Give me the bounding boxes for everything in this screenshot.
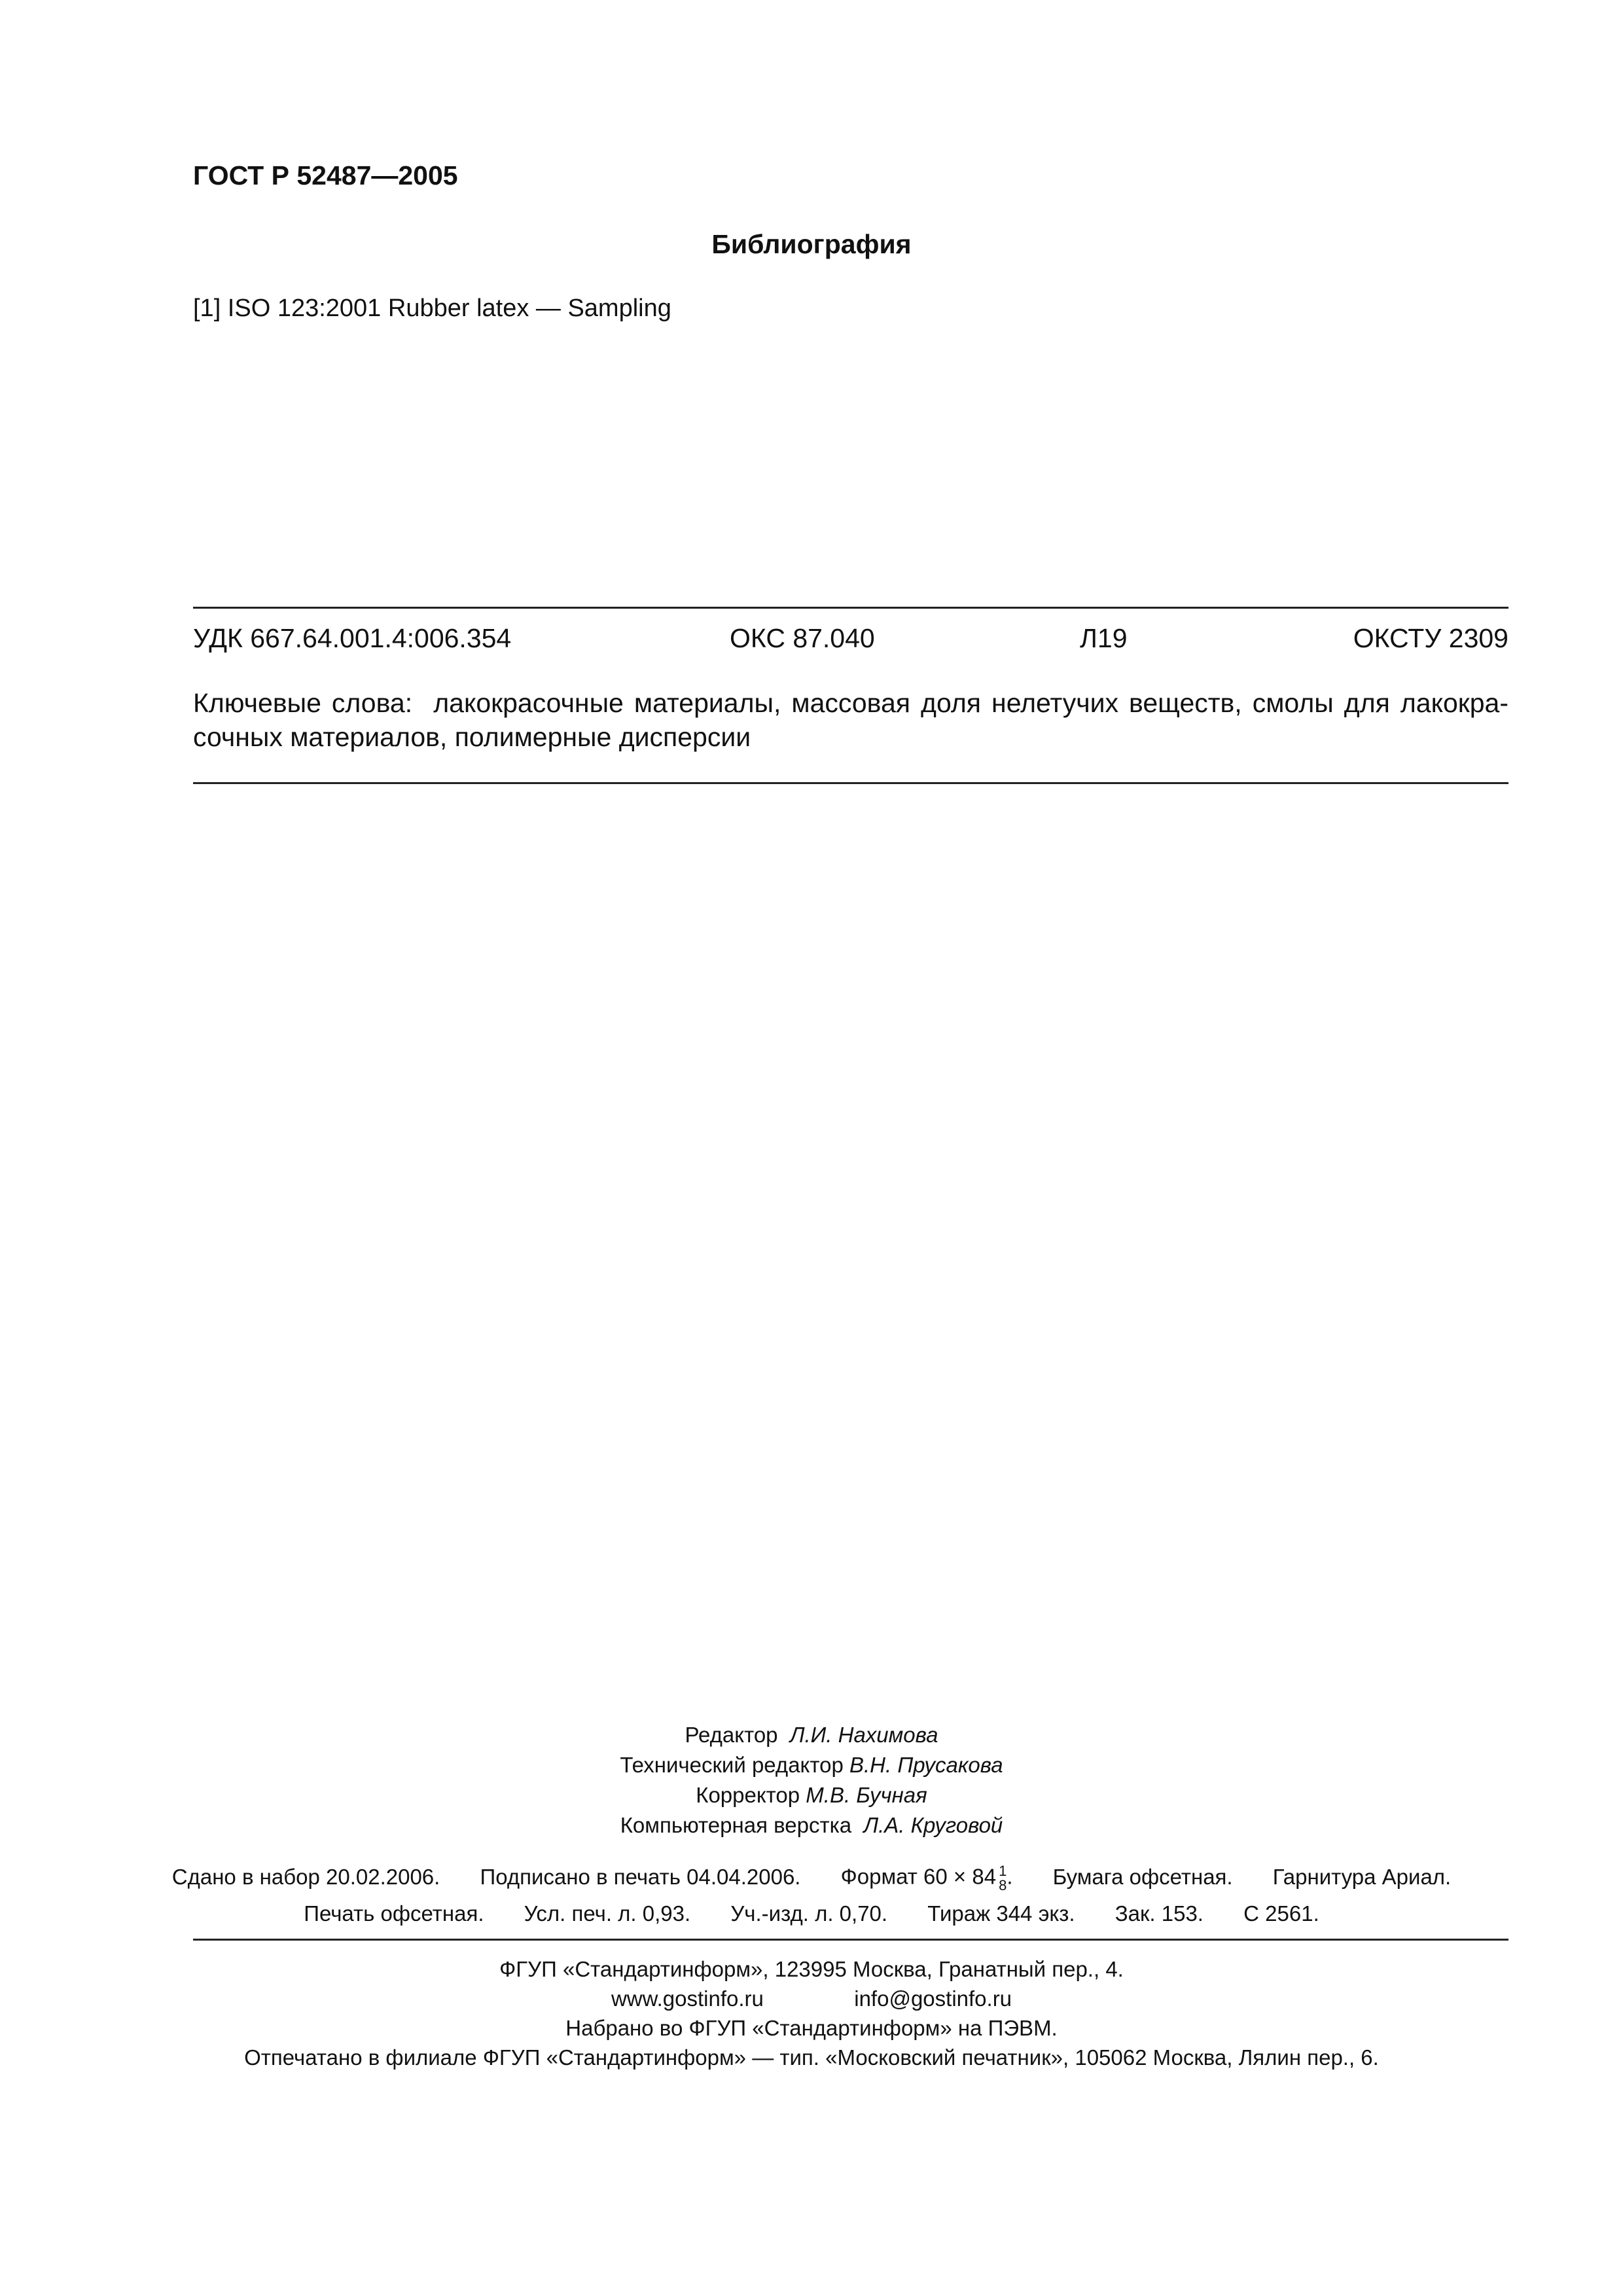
publisher-website[interactable]: www.gostinfo.ru: [611, 1986, 764, 2011]
divider-top: [193, 607, 1508, 609]
publisher-contacts: [0, 1986, 1623, 2011]
keywords: [193, 686, 1508, 754]
oks-code: ОКС 87.040: [730, 623, 875, 653]
imprint-format-text: Формат 60 × 84: [840, 1864, 997, 1889]
credit-role: Редактор: [685, 1723, 778, 1747]
imprint-print: Печать офсетная.: [304, 1901, 484, 1926]
credit-role: Технический редактор: [620, 1753, 844, 1777]
okstu-code: ОКСТУ 2309: [1353, 623, 1508, 653]
divider-keywords: [193, 782, 1508, 784]
bibliography-reference: [1] ISO 123:2001 Rubber latex — Sampling: [193, 295, 671, 322]
imprint-format-fraction: [999, 1864, 1007, 1893]
fraction-numerator: 1: [999, 1863, 1007, 1879]
publisher-email[interactable]: info@gostinfo.ru: [854, 1986, 1012, 2011]
imprint-run: Тираж 344 экз.: [927, 1901, 1075, 1926]
imprint-format: Формат 60 × 84 1 8 .: [840, 1863, 1013, 1893]
publisher-printed: Отпечатано в филиале ФГУП «Стандартинформ» — тип. «Московский печатник», 105062 Москва, Лялин пер., 6.: [244, 2045, 1379, 2070]
credit-role: Корректор: [696, 1783, 800, 1807]
credit-layout: [0, 1810, 1623, 1840]
imprint-typeface: Гарнитура Ариал.: [1272, 1864, 1452, 1889]
divider-imprint: [193, 1939, 1508, 1941]
imprint-line-2: [0, 1901, 1623, 1926]
credit-editor: [0, 1720, 1623, 1750]
imprint-order: Зак. 153.: [1115, 1901, 1204, 1926]
publisher-typeset: Набрано во ФГУП «Стандартинформ» на ПЭВМ.: [565, 2016, 1058, 2040]
credit-name: Л.И. Нахимова: [789, 1723, 938, 1747]
publisher-address: ФГУП «Стандартинформ», 123995 Москва, Гранатный пер., 4.: [499, 1957, 1124, 1981]
keywords-text: лакокрасочные материалы, массовая доля нелетучих веществ, смолы для лакокра-сочных материалов, полимерные дисперсии: [193, 688, 1508, 752]
credit-corrector: [0, 1780, 1623, 1810]
imprint-code: С 2561.: [1243, 1901, 1319, 1926]
imprint-paper: Бумага офсетная.: [1052, 1864, 1233, 1889]
credit-tech-editor: [0, 1750, 1623, 1780]
imprint-conv-sheets: Усл. печ. л. 0,93.: [524, 1901, 691, 1926]
imprint-submitted: Сдано в набор 20.02.2006.: [171, 1864, 440, 1889]
imprint-pub-sheets: Уч.-изд. л. 0,70.: [730, 1901, 888, 1926]
credit-role: Компьютерная верстка: [620, 1813, 852, 1837]
credit-name: М.В. Бучная: [806, 1783, 927, 1807]
udk-code: УДК 667.64.001.4:006.354: [193, 623, 512, 653]
keywords-label: Ключевые слова:: [193, 688, 413, 718]
imprint-line-1: [0, 1864, 1623, 1893]
fraction-denominator: 8: [999, 1877, 1007, 1893]
imprint-signed: Подписано в печать 04.04.2006.: [480, 1864, 801, 1889]
credit-name: В.Н. Прусакова: [849, 1753, 1003, 1777]
credit-name: Л.А. Круговой: [863, 1813, 1003, 1837]
group-code: Л19: [1080, 623, 1128, 653]
document-code: ГОСТ Р 52487—2005: [193, 160, 458, 190]
bibliography-title: Библиография: [711, 229, 912, 259]
